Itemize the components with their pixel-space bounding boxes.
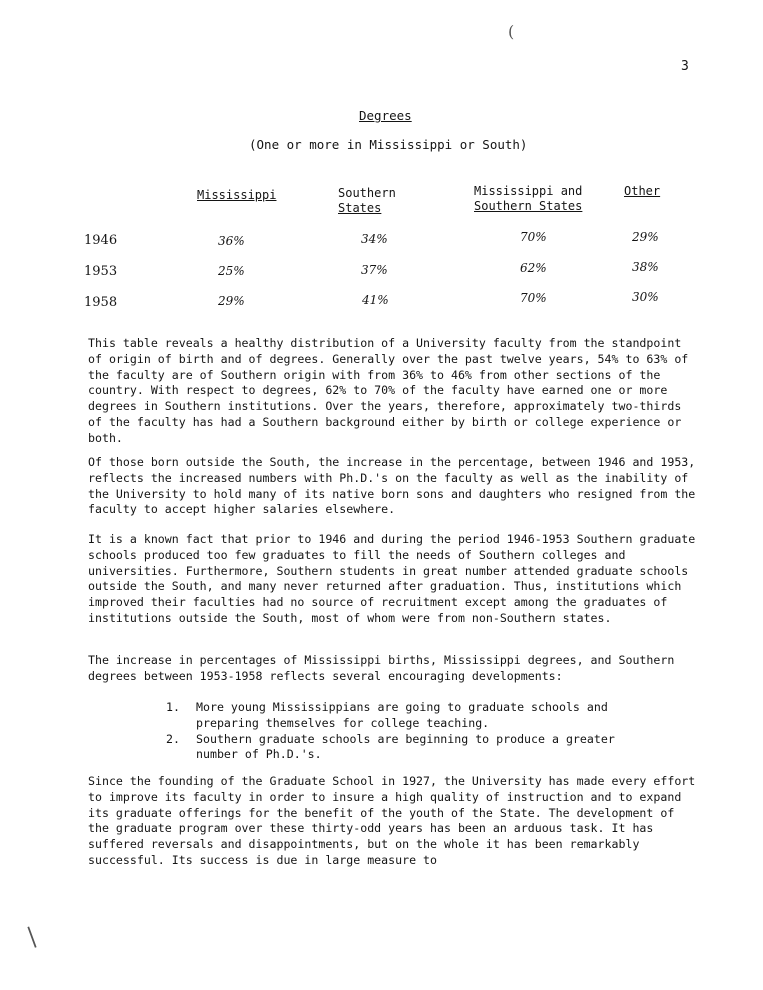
list-text: More young Mississippians are going to graduate schools and preparing themselves for college teaching.: [196, 700, 608, 730]
table-cell: 29%: [218, 294, 245, 308]
body-paragraph: This table reveals a healthy distribution of a University faculty from the standpoint of origin of birth and of degrees. Generally over the past twelve years, 54% to 63% of the faculty are of Southern origin with from 36% to 46% from other sections of the country. With respect to degrees, 62% to 70% of the faculty have earned one or more degrees in Southern institutions. Over the years, therefore, approximately two-thirds of the faculty has had a Southern background either by birth or college experience or both.: [88, 336, 689, 445]
body-paragraph: It is a known fact that prior to 1946 and during the period 1946-1953 Southern graduate schools produced too few graduates to fill the needs of Southern colleges and universities. Furthermore, Southern students in great number attended graduate schools outside the South, and many never returned after graduation. Thus, institutions which improved their faculties had no source of recruitment except among the graduates of institutions outside the South, most of whom were from non-Southern states.: [88, 532, 696, 625]
column-header: Mississippi: [197, 188, 277, 202]
column-header: Other: [624, 184, 661, 198]
list-number: 2.: [166, 731, 180, 746]
table-cell: 70%: [520, 230, 547, 244]
table-cell: 36%: [218, 234, 245, 248]
table-cell: 30%: [632, 290, 659, 304]
table-cell: 25%: [218, 264, 245, 278]
table-cell: 62%: [520, 261, 547, 275]
page-number: 3: [681, 59, 689, 74]
table-subtitle: (One or more in Mississippi or South): [249, 137, 528, 152]
stray-mark: (: [508, 22, 515, 41]
list-number: 1.: [166, 700, 180, 714]
list-text: Southern graduate schools are beginning to produce a greater number of Ph.D.'s.: [196, 731, 615, 762]
row-year: 1946: [84, 233, 118, 248]
body-paragraph: Since the founding of the Graduate School in 1927, the University has made every effort to improve its faculty in order to insure a high quality of instruction and to expand its graduate offerings for the benefit of the youth of the State. The development of the graduate program over these thirty-odd years has been an arduous task. It has suffered reversals and disappointments, but on the whole it has been remarkably successful. Its success is due in large measure to: [88, 774, 696, 867]
list-item: [166, 700, 636, 732]
table-cell: 70%: [520, 291, 547, 305]
list-item: [166, 732, 636, 764]
numbered-list: [166, 700, 636, 763]
table-cell: 29%: [632, 230, 659, 244]
column-header: Southern States: [338, 186, 396, 215]
table-cell: 38%: [632, 260, 659, 274]
table-cell: 41%: [362, 293, 389, 307]
table-cell: 37%: [361, 263, 388, 277]
body-paragraph: The increase in percentages of Mississippi births, Mississippi degrees, and Southern degrees between 1953-1958 reflects several encouraging developments:: [88, 653, 675, 683]
stray-mark: |: [23, 923, 40, 950]
table-cell: 34%: [361, 232, 388, 246]
row-year: 1953: [84, 264, 118, 279]
column-header: Mississippi and Southern States: [474, 184, 583, 213]
row-year: 1958: [84, 295, 118, 310]
body-paragraph: Of those born outside the South, the increase in the percentage, between 1946 and 1953, reflects the increased numbers with Ph.D.'s on the faculty as well as the inability of the University to hold many of its native born sons and daughters who resigned from the faculty to accept higher salaries elsewhere.: [88, 455, 696, 517]
table-title: Degrees: [359, 108, 412, 123]
